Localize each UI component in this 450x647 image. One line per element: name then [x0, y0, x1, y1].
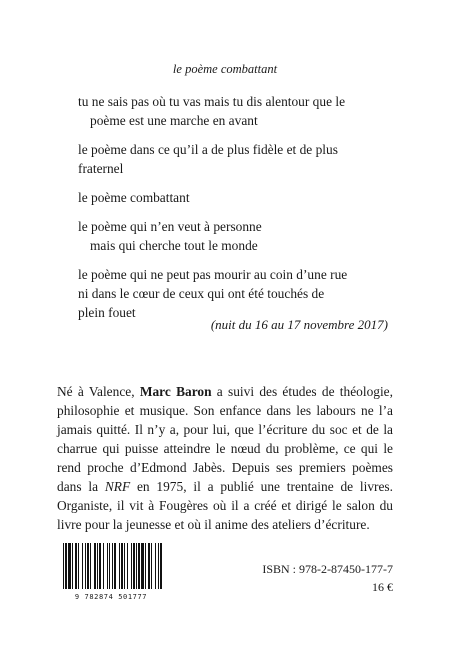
- barcode-bar: [121, 543, 123, 589]
- barcode-bar: [133, 543, 135, 589]
- barcode-bar: [82, 543, 83, 589]
- barcode-bar: [151, 543, 152, 589]
- poem-line: fraternel: [78, 161, 124, 176]
- poem-line: mais qui cherche tout le monde: [90, 238, 258, 253]
- journal-name: NRF: [104, 479, 131, 494]
- barcode-bar: [65, 543, 67, 589]
- barcode-bar: [63, 543, 64, 589]
- barcode-bar: [68, 543, 71, 589]
- barcode-bar: [127, 543, 128, 589]
- barcode-bar: [85, 543, 86, 589]
- author-biography: [57, 382, 393, 534]
- barcode-bar: [97, 543, 98, 589]
- bio-text: a suivi des études de théologie, philosophie et musique. Son enfance dans les labours ne l’a jamais quitté. Il n’y a, pour lui, que l’écriture du soc et de la charrue qui puisse atteindre le nœud du problème, ce qui le rend proche d’Edmond Jabès. Depuis ses premiers poèmes dans la: [57, 384, 393, 494]
- poem-line: ni dans le cœur de ceux qui ont été touchés de: [78, 286, 325, 301]
- barcode-bar: [99, 543, 101, 589]
- barcode-bar: [158, 543, 159, 589]
- poem-line: plein fouet: [78, 305, 136, 320]
- barcode-bar: [138, 543, 140, 589]
- poem-body: [78, 92, 408, 332]
- barcode: [57, 543, 165, 601]
- barcode-bar: [90, 543, 91, 589]
- poem-stanza: [78, 92, 408, 130]
- poem-line: le poème qui ne peut pas mourir au coin d’une rue: [78, 267, 348, 282]
- barcode-bar: [114, 543, 116, 589]
- poem-dateline: (nuit du 16 au 17 novembre 2017): [210, 317, 388, 332]
- poem-title: le poème combattant: [172, 62, 278, 76]
- poem-stanza: [78, 188, 408, 207]
- author-name: Marc Baron: [139, 384, 212, 399]
- bio-intro: Né à Valence,: [57, 384, 140, 399]
- barcode-bar: [109, 543, 110, 589]
- poem-line: tu ne sais pas où tu vas mais tu dis alentour que le: [78, 94, 346, 109]
- barcode-bar: [136, 543, 137, 589]
- barcode-bar: [160, 543, 162, 589]
- barcode-bar: [155, 543, 156, 589]
- barcode-bar: [148, 543, 150, 589]
- barcode-bar: [87, 543, 89, 589]
- barcode-bar: [78, 543, 79, 589]
- poem-line: le poème dans ce qu’il a de plus fidèle et de plus: [78, 142, 338, 157]
- poem-line: poème est une marche en avant: [90, 113, 258, 128]
- barcode-bars: [57, 543, 165, 593]
- barcode-digits: 9 782874 501777: [74, 593, 148, 601]
- poem-stanza: [78, 265, 408, 322]
- barcode-bar: [107, 543, 108, 589]
- barcode-bar: [103, 543, 104, 589]
- price: 16 €: [372, 580, 393, 594]
- barcode-bar: [141, 543, 144, 589]
- poem-stanza: [78, 140, 408, 178]
- poem-line: le poème combattant: [78, 190, 190, 205]
- barcode-bar: [119, 543, 120, 589]
- barcode-bar: [112, 543, 113, 589]
- barcode-bar: [131, 543, 132, 589]
- barcode-bar: [94, 543, 96, 589]
- barcode-bar: [145, 543, 146, 589]
- bio-text: en 1975, il a publié une trentaine de livres. Organiste, il vit à Fougères où il a créé et dirigé le salon du livre pour la jeunesse et où il anime des ateliers d’écriture.: [57, 479, 393, 532]
- poem-stanza: [78, 217, 408, 255]
- barcode-bar: [75, 543, 77, 589]
- poem-line: le poème qui n’en veut à personne: [78, 219, 262, 234]
- barcode-bar: [124, 543, 125, 589]
- barcode-bar: [72, 543, 73, 589]
- isbn: ISBN : 978-2-87450-177-7: [262, 562, 393, 576]
